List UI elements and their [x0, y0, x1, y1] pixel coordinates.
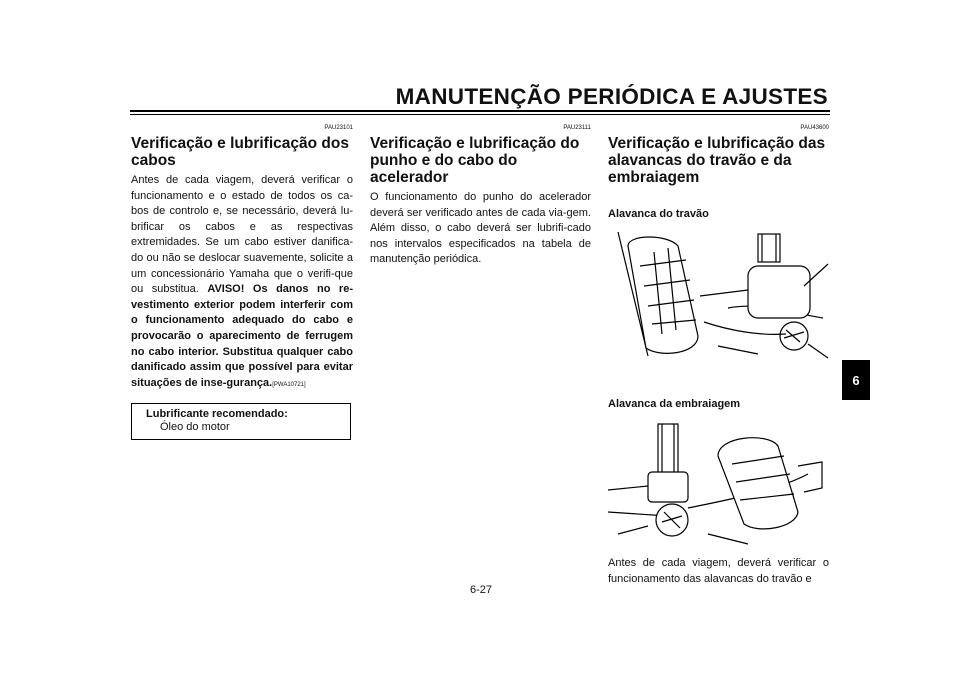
section-code: PAU23111	[563, 125, 591, 131]
warning-code: [PWA10721]	[272, 381, 306, 388]
column-cables	[131, 124, 353, 440]
clutch-lever-illustration	[608, 416, 830, 548]
section-code: PAU23101	[324, 125, 353, 131]
lubricant-box	[131, 403, 351, 440]
page-number: 6-27	[470, 584, 493, 596]
section-body	[131, 173, 353, 393]
section-heading: Verificação e lubrificação do punho e do cabo do acelerador	[370, 135, 580, 186]
section-code: PAU43600	[800, 125, 829, 131]
lubricant-box-value: Óleo do motor	[160, 421, 230, 434]
header-rule-thin	[130, 114, 830, 115]
header-rule	[130, 110, 830, 112]
column-throttle	[370, 124, 591, 268]
page-title: MANUTENÇÃO PERIÓDICA E AJUSTES	[395, 84, 828, 109]
brake-lever-illustration	[608, 226, 830, 376]
chapter-tab[interactable]: 6	[842, 360, 870, 400]
section-heading: Verificação e lubrificação das alavancas do travão e da embraiagem	[608, 135, 826, 186]
column-levers	[608, 124, 829, 587]
lubricant-box-title: Lubrificante recomendado:	[146, 408, 288, 421]
body-text: Antes de cada viagem, deverá verificar o funcionamento e o estado de todos os ca-bos de controlo e, se necessário, deverá lu-brificar os cabos e as respectivas extremidades. Se um cabo estiver danifica-do ou não se deslocar suavemente, solicite a um concessionário Yamaha que o verifi-que ou substitua.	[131, 174, 353, 296]
section-body: O funcionamento do punho do acelerador deverá ser verificado antes de cada via-gem. Além disso, o cabo deverá ser lubrifi-cado nos intervalos especificados na tabela de manutenção periódica.	[370, 191, 591, 266]
brake-lever-subheading: Alavanca do travão	[608, 208, 709, 220]
section-heading: Verificação e lubrificação dos cabos	[131, 135, 349, 169]
section-body: Antes de cada viagem, deverá verificar o funcionamento das alavancas do travão e	[608, 557, 829, 585]
warning-text: AVISO! Os danos no re-vestimento exterior podem interferir com o funcionamento adequado do cabo e provocarão o aparecimento de ferrugem no cabo interior. Substitua qualquer cabo danificado assim que possível para evitar situações de inse-gurança.	[131, 283, 353, 389]
clutch-lever-subheading: Alavanca da embraiagem	[608, 398, 741, 410]
